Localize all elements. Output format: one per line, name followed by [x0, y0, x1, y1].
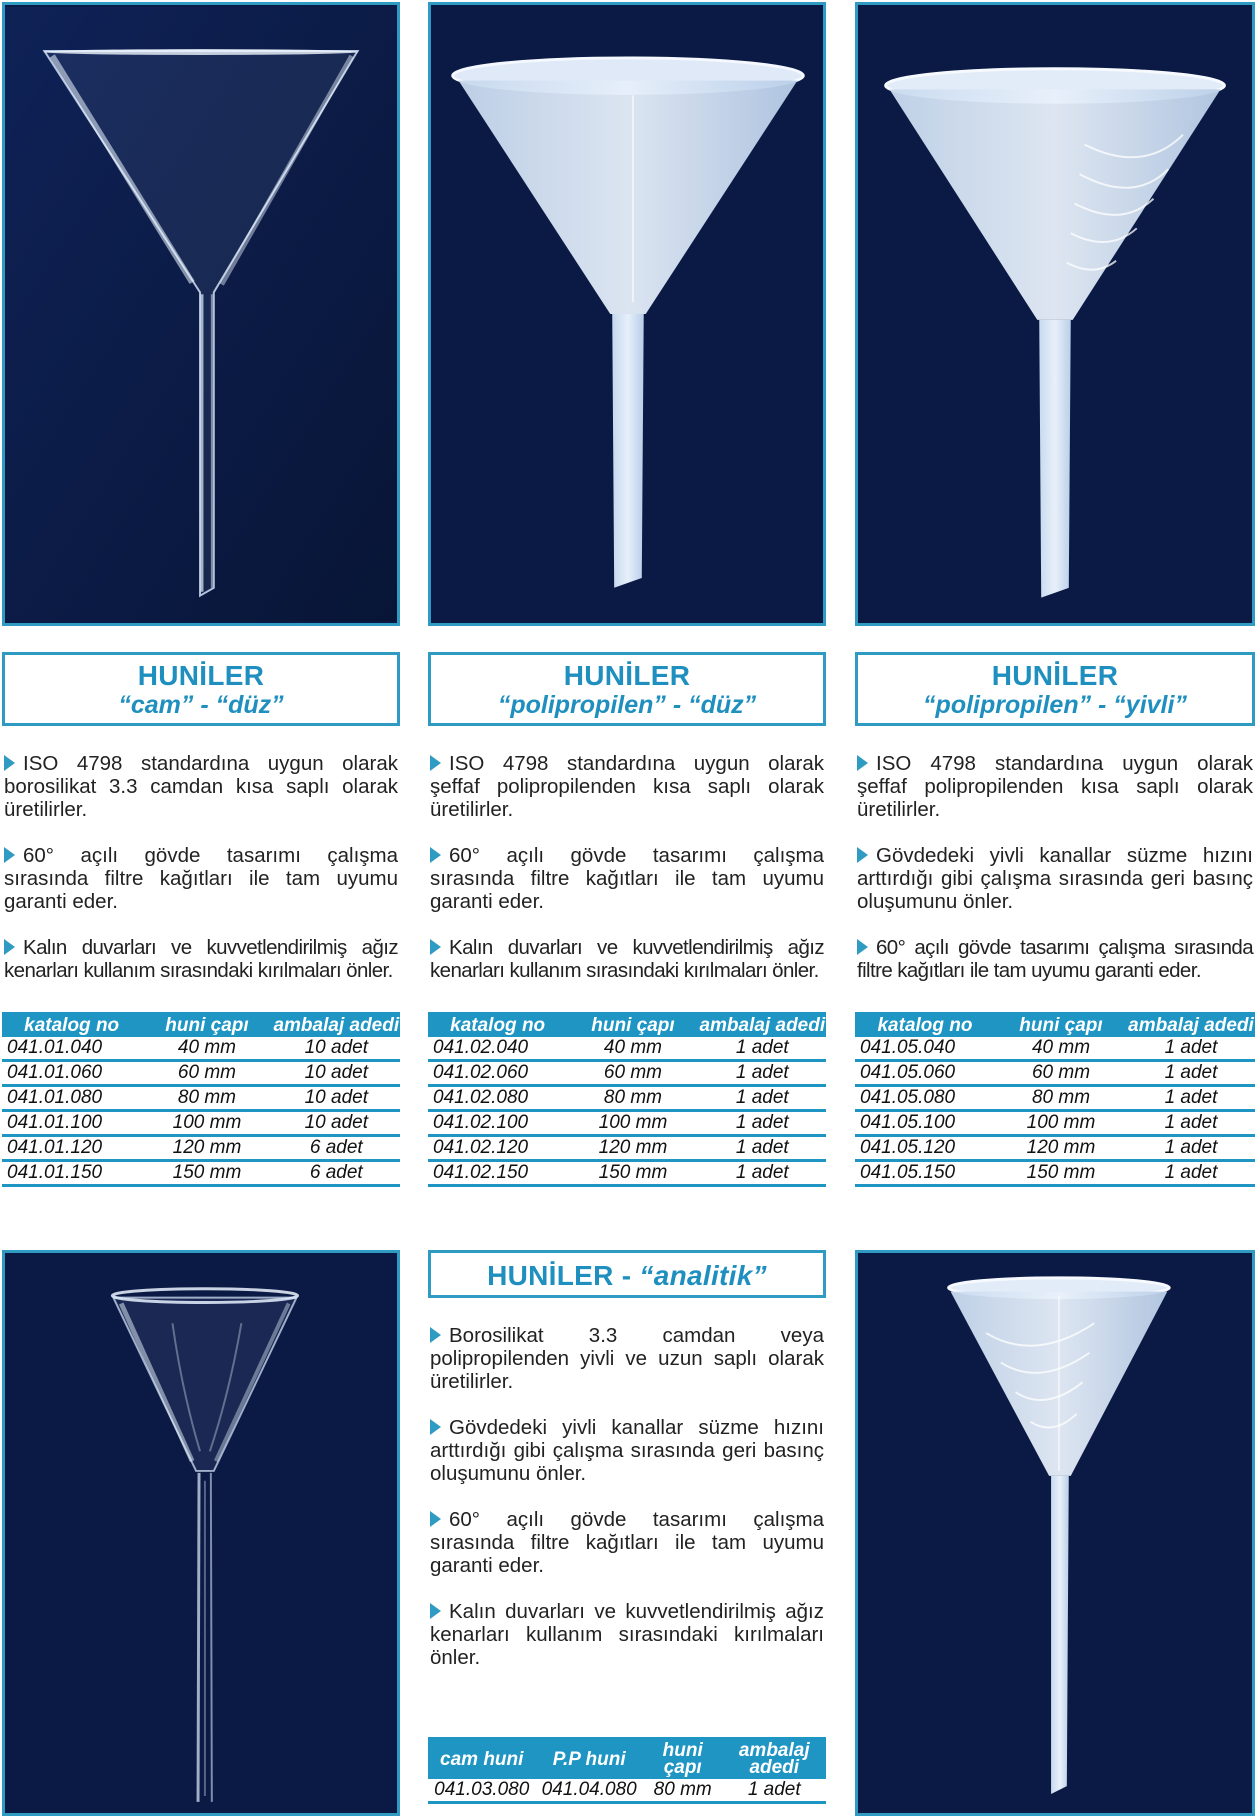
arrow-icon: [430, 847, 441, 863]
bullet-text: Kalın duvarları ve kuvvetlendirilmiş ağız kenarları kullanım sırasındaki kırılmaları önler.: [430, 1600, 824, 1669]
glass-analytic-funnel-image: [5, 1253, 397, 1813]
analitik-title: [431, 1261, 823, 1291]
table-cell: 150 mm: [567, 1161, 698, 1186]
table-cell: 1 adet: [699, 1161, 826, 1186]
table-cell: 041.01.100: [2, 1111, 141, 1136]
table-cell: 041.05.040: [855, 1037, 995, 1061]
product-bullets-2: [430, 752, 824, 1005]
bullet-item: [430, 936, 824, 982]
table-cell: 10 adet: [273, 1086, 400, 1111]
table-row: [428, 1111, 826, 1136]
table-row: [2, 1136, 400, 1161]
table-cell: 1 adet: [699, 1037, 826, 1061]
table-row: [428, 1161, 826, 1186]
table-cell: 041.04.080: [535, 1779, 642, 1803]
bullet-item: [4, 844, 398, 913]
arrow-icon: [430, 1511, 441, 1527]
product-title-box-3: [855, 652, 1255, 726]
pp-analytic-funnel-image: [858, 1253, 1252, 1813]
table-cell: 60 mm: [141, 1061, 272, 1086]
bullet-text: 60° açılı gövde tasarımı çalışma sırasında filtre kağıtları ile tam uyumu garanti eder.: [430, 844, 824, 913]
table-cell: 10 adet: [273, 1061, 400, 1086]
table-cell: 1 adet: [699, 1061, 826, 1086]
spec-table-2: [428, 1012, 826, 1187]
table-cell: 10 adet: [273, 1037, 400, 1061]
table-cell: 40 mm: [567, 1037, 698, 1061]
table-cell: 041.02.060: [428, 1061, 567, 1086]
col-header-diameter: huni çapı: [995, 1012, 1127, 1037]
table-cell: 120 mm: [567, 1136, 698, 1161]
product-title-box-2: [428, 652, 826, 726]
table-cell: 80 mm: [643, 1779, 723, 1803]
table-cell: 80 mm: [141, 1086, 272, 1111]
bullet-text: Kalın duvarları ve kuvvetlendirilmiş ağız kenarları kullanım sırasındaki kırılmaları önler.: [4, 936, 398, 982]
table-cell: 041.05.150: [855, 1161, 995, 1186]
table-cell: 6 adet: [273, 1161, 400, 1186]
col-header-catalog: katalog no: [855, 1012, 995, 1037]
table-cell: 041.01.040: [2, 1037, 141, 1061]
table-row: [2, 1161, 400, 1186]
bullet-text: 60° açılı gövde tasarımı çalışma sırasında filtre kağıtları ile tam uyumu garanti eder.: [430, 1508, 824, 1577]
bullet-text: Borosilikat 3.3 camdan veya polipropilenden yivli ve uzun saplı olarak üretilirler.: [430, 1324, 824, 1393]
arrow-icon: [857, 939, 868, 955]
product-subtitle: “polipropilen” - “yivli”: [923, 691, 1187, 719]
bullet-text: ISO 4798 standardına uygun olarak şeffaf polipropilenden kısa saplı olarak üretilirler.: [430, 752, 824, 821]
table-body: [428, 1779, 826, 1803]
table-cell: 041.01.150: [2, 1161, 141, 1186]
bullet-item: [430, 752, 824, 821]
table-cell: 1 adet: [1127, 1161, 1255, 1186]
col-header-pp: P.P huni: [535, 1737, 642, 1779]
table-cell: 041.02.080: [428, 1086, 567, 1111]
table-cell: 1 adet: [1127, 1111, 1255, 1136]
arrow-icon: [430, 1327, 441, 1343]
table-cell: 041.05.100: [855, 1111, 995, 1136]
table-header-row: [428, 1012, 826, 1037]
col-header-glass: cam huni: [428, 1737, 535, 1779]
table-cell: 1 adet: [699, 1111, 826, 1136]
table-cell: 041.05.060: [855, 1061, 995, 1086]
table-cell: 150 mm: [995, 1161, 1127, 1186]
table-row: [428, 1061, 826, 1086]
glass-funnel-image: [5, 5, 397, 623]
pp-ribbed-funnel-image: [858, 5, 1252, 623]
bullet-item: [430, 1416, 824, 1485]
table-row: [855, 1136, 1255, 1161]
analitik-bullets: [430, 1324, 824, 1692]
col-header-package: ambalaj adedi: [723, 1737, 827, 1779]
table-cell: 100 mm: [141, 1111, 272, 1136]
spec-table-analitik: [428, 1737, 826, 1804]
table-cell: 041.02.120: [428, 1136, 567, 1161]
bullet-text: 60° açılı gövde tasarımı çalışma sırasında filtre kağıtları ile tam uyumu garanti eder.: [857, 936, 1253, 982]
table-row: [428, 1037, 826, 1061]
arrow-icon: [4, 755, 15, 771]
table-cell: 1 adet: [1127, 1061, 1255, 1086]
product-bullets-3: [857, 752, 1253, 1005]
table-cell: 40 mm: [141, 1037, 272, 1061]
photo-pp-ribbed-funnel: [855, 2, 1255, 626]
table-cell: 1 adet: [723, 1779, 827, 1803]
table-cell: 041.02.040: [428, 1037, 567, 1061]
product-title-box-1: [2, 652, 400, 726]
bullet-item: [430, 1324, 824, 1393]
product-bullets-1: [4, 752, 398, 1005]
table-row: [855, 1037, 1255, 1061]
col-header-catalog: katalog no: [428, 1012, 567, 1037]
table-header-row: [855, 1012, 1255, 1037]
table-cell: 041.05.080: [855, 1086, 995, 1111]
table-cell: 150 mm: [141, 1161, 272, 1186]
table-cell: 041.05.120: [855, 1136, 995, 1161]
analitik-title-italic: “analitik”: [639, 1260, 767, 1291]
product-subtitle: “polipropilen” - “düz”: [497, 691, 757, 719]
table-row: [2, 1061, 400, 1086]
arrow-icon: [4, 847, 15, 863]
product-subtitle: “cam” - “düz”: [118, 691, 284, 719]
photo-pp-funnel: [428, 2, 826, 626]
table-cell: 041.02.150: [428, 1161, 567, 1186]
table-row: [2, 1111, 400, 1136]
arrow-icon: [857, 755, 868, 771]
table-cell: 10 adet: [273, 1111, 400, 1136]
arrow-icon: [857, 847, 868, 863]
bullet-item: [4, 936, 398, 982]
table-row: [855, 1111, 1255, 1136]
photo-pp-analytic-funnel: [855, 1250, 1255, 1816]
bullet-text: Kalın duvarları ve kuvvetlendirilmiş ağız kenarları kullanım sırasındaki kırılmaları önler.: [430, 936, 824, 982]
arrow-icon: [430, 755, 441, 771]
table-body: [2, 1037, 400, 1186]
table-cell: 1 adet: [699, 1086, 826, 1111]
table-row: [2, 1086, 400, 1111]
photo-glass-funnel: [2, 2, 400, 626]
analitik-title-main: HUNİLER -: [487, 1260, 640, 1291]
table-row: [855, 1061, 1255, 1086]
table-cell: 041.01.080: [2, 1086, 141, 1111]
bullet-item: [430, 844, 824, 913]
table-row: [428, 1779, 826, 1803]
analitik-title-box: [428, 1250, 826, 1298]
col-header-diameter: huni çapı: [643, 1737, 723, 1779]
table-row: [428, 1136, 826, 1161]
col-header-package: ambalaj adedi: [1127, 1012, 1255, 1037]
table-cell: 80 mm: [995, 1086, 1127, 1111]
table-body: [855, 1037, 1255, 1186]
table-cell: 041.02.100: [428, 1111, 567, 1136]
table-row: [855, 1161, 1255, 1186]
table-header-row: [428, 1737, 826, 1779]
product-title: HUNİLER: [991, 660, 1119, 691]
table-row: [2, 1037, 400, 1061]
bullet-text: Gövdedeki yivli kanallar süzme hızını arttırdığı gibi çalışma sırasında geri basınç oluşumunu önler.: [430, 1416, 824, 1485]
arrow-icon: [430, 939, 441, 955]
bullet-item: [857, 844, 1253, 913]
table-cell: 60 mm: [995, 1061, 1127, 1086]
bullet-text: 60° açılı gövde tasarımı çalışma sırasında filtre kağıtları ile tam uyumu garanti eder.: [4, 844, 398, 913]
table-cell: 1 adet: [1127, 1136, 1255, 1161]
col-header-catalog: katalog no: [2, 1012, 141, 1037]
bullet-item: [857, 752, 1253, 821]
table-cell: 120 mm: [995, 1136, 1127, 1161]
table-cell: 041.01.120: [2, 1136, 141, 1161]
col-header-diameter: huni çapı: [141, 1012, 272, 1037]
arrow-icon: [4, 939, 15, 955]
table-cell: 1 adet: [1127, 1086, 1255, 1111]
table-body: [428, 1037, 826, 1186]
spec-table-1: [2, 1012, 400, 1187]
table-cell: 1 adet: [699, 1136, 826, 1161]
table-row: [855, 1086, 1255, 1111]
table-cell: 120 mm: [141, 1136, 272, 1161]
table-cell: 100 mm: [995, 1111, 1127, 1136]
pp-funnel-image: [431, 5, 823, 623]
table-cell: 041.01.060: [2, 1061, 141, 1086]
table-cell: 6 adet: [273, 1136, 400, 1161]
col-header-diameter: huni çapı: [567, 1012, 698, 1037]
table-header-row: [2, 1012, 400, 1037]
arrow-icon: [430, 1603, 441, 1619]
table-cell: 80 mm: [567, 1086, 698, 1111]
bullet-text: ISO 4798 standardına uygun olarak borosilikat 3.3 camdan kısa saplı olarak üretilirler.: [4, 752, 398, 821]
bullet-text: ISO 4798 standardına uygun olarak şeffaf polipropilenden kısa saplı olarak üretilirler.: [857, 752, 1253, 821]
arrow-icon: [430, 1419, 441, 1435]
spec-table-3: [855, 1012, 1255, 1187]
product-title: HUNİLER: [563, 660, 691, 691]
bullet-item: [857, 936, 1253, 982]
bullet-text: Gövdedeki yivli kanallar süzme hızını arttırdığı gibi çalışma sırasında geri basınç oluşumunu önler.: [857, 844, 1253, 913]
col-header-package: ambalaj adedi: [699, 1012, 826, 1037]
table-cell: 40 mm: [995, 1037, 1127, 1061]
table-cell: 1 adet: [1127, 1037, 1255, 1061]
col-header-package: ambalaj adedi: [273, 1012, 400, 1037]
table-cell: 60 mm: [567, 1061, 698, 1086]
bullet-item: [430, 1600, 824, 1669]
table-cell: 100 mm: [567, 1111, 698, 1136]
bullet-item: [430, 1508, 824, 1577]
table-row: [428, 1086, 826, 1111]
photo-glass-analytic-funnel: [2, 1250, 400, 1816]
table-cell: 041.03.080: [428, 1779, 535, 1803]
product-title: HUNİLER: [137, 660, 265, 691]
bullet-item: [4, 752, 398, 821]
